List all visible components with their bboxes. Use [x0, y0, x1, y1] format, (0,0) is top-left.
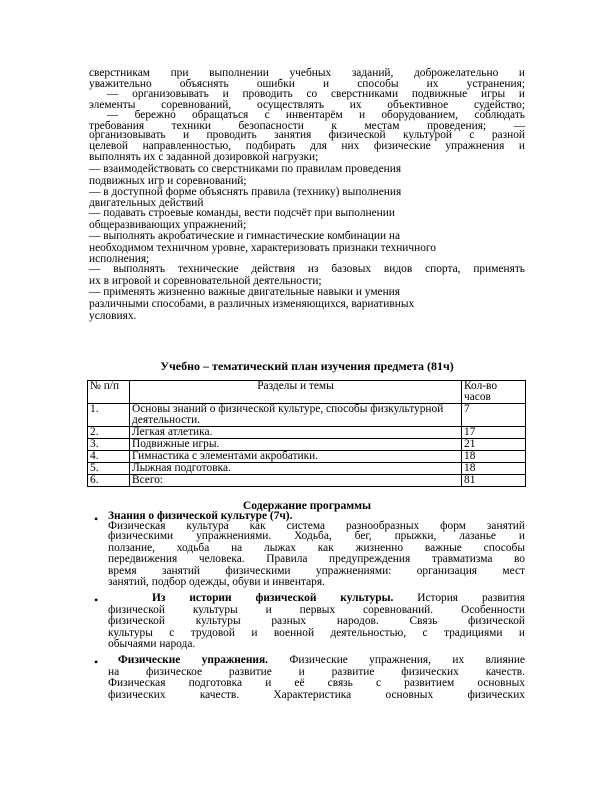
- section-heading-line: [108, 655, 525, 667]
- section-line: Физическая культура как система разнообразных форм занятий: [108, 519, 525, 532]
- row-num: 4.: [88, 451, 130, 463]
- row-count: 17: [462, 427, 526, 439]
- intro-line: требования техники безопасности к местам проведения; —: [89, 119, 525, 132]
- table-header-row: [88, 381, 526, 404]
- intro-line: элементы соревнований, осуществлять их объективное судейство;: [89, 98, 525, 111]
- intro-line: — в доступной форме объяснять правила (технику) выполнения: [89, 186, 402, 199]
- program-content: [108, 512, 525, 702]
- plan-table: [87, 380, 526, 487]
- row-num: 5.: [88, 463, 130, 475]
- intro-line: общеразвивающих упражнений;: [89, 218, 247, 231]
- row-topic: Гимнастика с элементами акробатики.: [130, 451, 462, 463]
- row-topic: Всего:: [130, 475, 462, 487]
- intro-line: — бережно обращаться с инвентарём и оборудованием, соблюдать: [107, 109, 525, 122]
- table-row: [88, 451, 526, 463]
- row-num: 2.: [88, 427, 130, 439]
- intro-line: организовывать и проводить занятия физической культурой с разной: [89, 129, 525, 142]
- intro-line: исполнения;: [89, 252, 150, 265]
- program-title: Содержание программы: [242, 499, 372, 512]
- intro-line: необходимом техничном уровне, характеризовать признаки техничного: [89, 242, 436, 255]
- header-topic: Разделы и темы: [130, 381, 462, 404]
- row-num: 3.: [88, 439, 130, 451]
- section-line: передвижения человека. Правила предупреждения травматизма во: [108, 553, 525, 566]
- intro-line: уважительно объяснять ошибки и способы их устранения;: [89, 77, 525, 90]
- row-count: 18: [462, 463, 526, 475]
- program-section: [108, 655, 525, 701]
- header-num: № п/п: [88, 381, 130, 404]
- section-line: физических качеств. Характеристика основных физических: [108, 688, 525, 701]
- header-count: Кол-во часов: [462, 381, 526, 404]
- row-count: 7: [462, 404, 526, 427]
- section-heading: Физические упражнения.: [118, 654, 268, 667]
- section-line: физической культуры разных народов. Связь физической: [108, 615, 525, 628]
- section-line: культуры с трудовой и военной деятельностью, с традициями и: [108, 626, 525, 639]
- table-row: [88, 463, 526, 475]
- section-line: Физическая подготовка и её связь с развитием основных: [108, 677, 525, 690]
- section-heading-line: [108, 593, 525, 605]
- intro-line: двигательных действий: [89, 196, 204, 209]
- intro-line: — взаимодействовать со сверстниками по правилам проведения: [89, 162, 402, 175]
- section-heading: Знания о физической культуре (7ч).: [108, 510, 293, 522]
- section-line: физической культуры и первых соревнований. Особенности: [108, 603, 525, 616]
- intro-line: — применять жизненно важные двигательные навыки и умения: [89, 286, 401, 299]
- program-section: [108, 593, 525, 649]
- intro-line: — организовывать и проводить со сверстниками подвижные игры и: [107, 88, 525, 101]
- intro-line: условиях.: [89, 309, 137, 322]
- intro-line: целевой направленностью, подбирать для них физические упражнения и: [89, 139, 525, 152]
- table-row: [88, 475, 526, 487]
- program-section: [108, 512, 525, 587]
- intro-line: их в игровой и соревновательной деятельности;: [89, 274, 322, 287]
- section-heading-rest: История развития: [393, 592, 525, 605]
- plan-title: Учебно – тематический план изучения предмета (81ч): [160, 359, 454, 373]
- section-line: на физическое развитие и развитие физических качеств.: [108, 665, 525, 678]
- row-topic: Лыжная подготовка.: [130, 463, 462, 475]
- section-heading: Из истории физической культуры.: [152, 592, 394, 605]
- intro-line: — выполнять технические действия из базовых видов спорта, применять: [89, 263, 525, 276]
- intro-line: — подавать строевые команды, вести подсчёт при выполнении: [89, 207, 395, 220]
- row-topic: Основы знаний о физической культуре, способы физкультурной деятельности.: [130, 404, 462, 427]
- row-topic: Легкая атлетика.: [130, 427, 462, 439]
- section-line: время занятий физическими упражнениями: организация мест: [108, 564, 525, 577]
- intro-text: [89, 68, 525, 322]
- section-line: физическими упражнениями. Ходьба, бег, прыжки, лазанье и: [108, 530, 525, 543]
- table-row: [88, 439, 526, 451]
- section-heading-rest: Физические упражнения, их влияние: [268, 654, 525, 667]
- row-num: 6.: [88, 475, 130, 487]
- row-count: 81: [462, 475, 526, 487]
- section-line: занятий, подбор одежды, обуви и инвентаря.: [108, 575, 325, 588]
- table-row: [88, 427, 526, 439]
- row-count: 18: [462, 451, 526, 463]
- intro-line: различными способами, в различных изменяющихся, вариативных: [89, 297, 415, 310]
- intro-line: — выполнять акробатические и гимнастические комбинации на: [89, 230, 401, 243]
- row-count: 21: [462, 439, 526, 451]
- row-topic: Подвижные игры.: [130, 439, 462, 451]
- row-num: 1.: [88, 404, 130, 427]
- intro-line: подвижных игр и соревнований;: [89, 174, 247, 187]
- table-row: [88, 404, 526, 427]
- section-line: обычаями народа.: [108, 637, 196, 650]
- intro-line: выполнять их с заданной дозировкой нагрузки;: [89, 151, 319, 164]
- intro-line: сверстникам при выполнении учебных заданий, доброжелательно и: [89, 67, 525, 79]
- section-line: ползание, ходьба на лыжах как жизненно важные способы: [108, 541, 525, 554]
